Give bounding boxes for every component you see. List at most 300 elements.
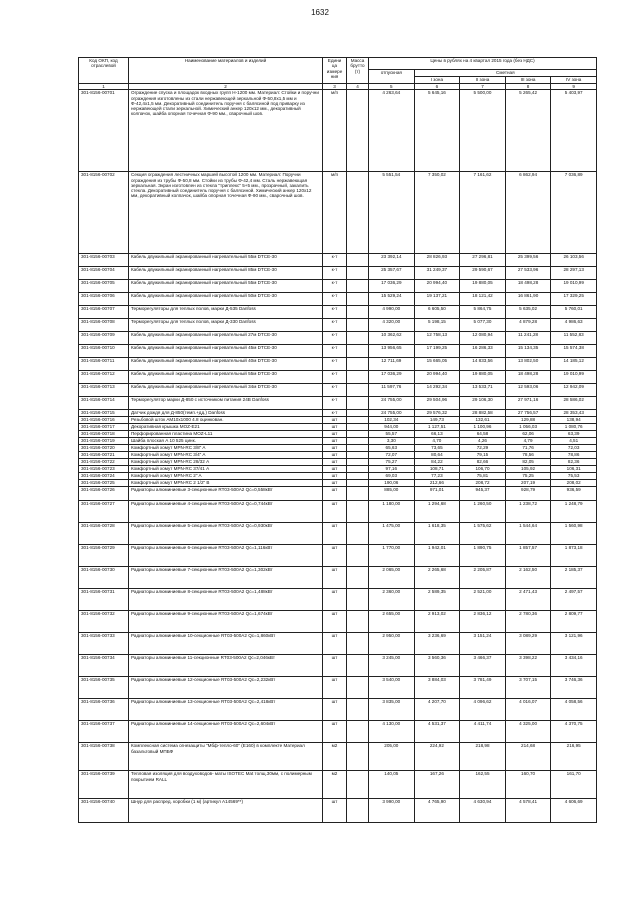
price-zone-2: 16 286,33 bbox=[460, 345, 506, 358]
price-zone-2: 28 882,58 bbox=[460, 410, 506, 417]
column-number: 9 bbox=[551, 84, 597, 90]
price-zone-4: 19 010,99 bbox=[551, 280, 597, 293]
price-zone-1: 108,71 bbox=[414, 466, 460, 473]
price-release: 5 551,54 bbox=[369, 172, 415, 254]
price-zone-1: 1 127,51 bbox=[414, 424, 460, 431]
row-code: 301-8156-00719 bbox=[79, 438, 129, 445]
price-zone-1: 73,65 bbox=[414, 445, 460, 452]
price-zone-3: 4 879,28 bbox=[505, 319, 551, 332]
price-zone-3: 4 325,00 bbox=[505, 721, 551, 743]
price-release: 4 130,00 bbox=[369, 721, 415, 743]
price-zone-2: 3 781,49 bbox=[460, 677, 506, 699]
row-name: Радиаторы алюминиевые 9-секционные RT03-500A2 Qс=1,674кВт bbox=[129, 611, 323, 633]
price-release: 3 245,00 bbox=[369, 655, 415, 677]
price-zone-4: 4,51 bbox=[551, 438, 597, 445]
table-row bbox=[79, 445, 597, 452]
price-zone-4: 75,53 bbox=[551, 473, 597, 480]
price-zone-2: 29 590,67 bbox=[460, 267, 506, 280]
header-unit: Едини ца измере ния bbox=[323, 58, 347, 84]
price-zone-1: 149,73 bbox=[414, 417, 460, 424]
table-row bbox=[79, 397, 597, 410]
row-code: 301-8156-00702 bbox=[79, 172, 129, 254]
price-zone-3: 15 134,35 bbox=[505, 345, 551, 358]
price-release: 65,63 bbox=[369, 445, 415, 452]
price-zone-4: 26 103,56 bbox=[551, 254, 597, 267]
price-zone-1: 17 199,25 bbox=[414, 345, 460, 358]
row-mass bbox=[347, 371, 369, 384]
row-code: 301-8156-00736 bbox=[79, 699, 129, 721]
price-zone-4: 216,95 bbox=[551, 743, 597, 771]
price-zone-3: 16 861,90 bbox=[505, 293, 551, 306]
price-zone-4: 2 497,57 bbox=[551, 589, 597, 611]
price-zone-1: 12 758,13 bbox=[414, 332, 460, 345]
row-mass bbox=[347, 424, 369, 431]
price-zone-4: 63,39 bbox=[551, 431, 597, 438]
price-zone-2: 75,81 bbox=[460, 473, 506, 480]
price-zone-4: 14 185,12 bbox=[551, 358, 597, 371]
row-unit: к-т bbox=[323, 371, 347, 384]
table-row bbox=[79, 771, 597, 799]
row-mass bbox=[347, 417, 369, 424]
price-release: 25 357,67 bbox=[369, 267, 415, 280]
price-zone-3: 25 399,56 bbox=[505, 254, 551, 267]
price-zone-3: 13 802,50 bbox=[505, 358, 551, 371]
row-unit: шт bbox=[323, 799, 347, 823]
header-row bbox=[79, 58, 597, 70]
price-zone-3: 2 780,36 bbox=[505, 611, 551, 633]
table-row bbox=[79, 480, 597, 487]
price-zone-4: 28 586,02 bbox=[551, 397, 597, 410]
price-zone-1: 1 942,01 bbox=[414, 545, 460, 567]
price-zone-3: 1 544,64 bbox=[505, 523, 551, 545]
row-code: 301-8156-00720 bbox=[79, 445, 129, 452]
row-unit: шт bbox=[323, 567, 347, 589]
row-mass bbox=[347, 677, 369, 699]
row-unit: шт bbox=[323, 487, 347, 501]
table-row bbox=[79, 721, 597, 743]
table-row bbox=[79, 799, 597, 823]
price-zone-1: 4,70 bbox=[414, 438, 460, 445]
row-name: Кабель двужильный экранированный нагревательный 55м DTCE-30 bbox=[129, 280, 323, 293]
row-name: Радиаторы алюминиевые 7-секционные RT03-500A2 Qс=1,302кВт bbox=[129, 567, 323, 589]
price-zone-4: 28 353,43 bbox=[551, 410, 597, 417]
price-zone-1: 66,13 bbox=[414, 431, 460, 438]
table-row bbox=[79, 655, 597, 677]
row-mass bbox=[347, 397, 369, 410]
price-zone-4: 82,36 bbox=[551, 459, 597, 466]
table-row bbox=[79, 319, 597, 332]
price-release: 140,05 bbox=[369, 771, 415, 799]
column-number: 2 bbox=[129, 84, 323, 90]
price-zone-1: 3 560,36 bbox=[414, 655, 460, 677]
row-unit: к-т bbox=[323, 384, 347, 397]
price-zone-2: 218,98 bbox=[460, 743, 506, 771]
row-code: 301-8156-00731 bbox=[79, 589, 129, 611]
price-release: 3,30 bbox=[369, 438, 415, 445]
row-code: 301-8156-00737 bbox=[79, 721, 129, 743]
row-name: Кабель двужильный экранированный нагревательный 40м DTCE-30 bbox=[129, 358, 323, 371]
row-mass bbox=[347, 358, 369, 371]
price-zone-3: 71,76 bbox=[505, 445, 551, 452]
table-row bbox=[79, 267, 597, 280]
row-name: Кабель двужильный экранированный нагревательный 34м DTCE-30 bbox=[129, 384, 323, 397]
price-zone-4: 4 370,75 bbox=[551, 721, 597, 743]
row-unit: шт bbox=[323, 721, 347, 743]
table-row bbox=[79, 567, 597, 589]
price-zone-3: 3 398,22 bbox=[505, 655, 551, 677]
row-code: 301-8156-00717 bbox=[79, 424, 129, 431]
row-unit: шт bbox=[323, 545, 347, 567]
row-code: 301-8156-00728 bbox=[79, 523, 129, 545]
row-unit: м/п bbox=[323, 90, 347, 172]
price-zone-3: 928,79 bbox=[505, 487, 551, 501]
price-release: 944,00 bbox=[369, 424, 415, 431]
row-name: Кабель двужильный экранированный нагревательный 50м DTCE-30 bbox=[129, 293, 323, 306]
row-mass bbox=[347, 306, 369, 319]
price-release: 69,03 bbox=[369, 473, 415, 480]
price-zone-4: 161,70 bbox=[551, 771, 597, 799]
price-zone-1: 28 826,93 bbox=[414, 254, 460, 267]
row-unit: м2 bbox=[323, 743, 347, 771]
row-code: 301-8156-00711 bbox=[79, 358, 129, 371]
row-code: 301-8156-00704 bbox=[79, 267, 129, 280]
row-code: 301-8156-00705 bbox=[79, 280, 129, 293]
row-unit: шт bbox=[323, 452, 347, 459]
price-zone-4: 3 121,96 bbox=[551, 633, 597, 655]
price-zone-2: 5 864,75 bbox=[460, 306, 506, 319]
row-name: Резьбовой шток АМ10х1000 4.8 оцинкован. bbox=[129, 417, 323, 424]
price-zone-3: 12 593,06 bbox=[505, 384, 551, 397]
row-unit: к-т bbox=[323, 280, 347, 293]
table-row bbox=[79, 677, 597, 699]
price-zone-1: 4 765,90 bbox=[414, 799, 460, 823]
price-zone-3: 27 971,16 bbox=[505, 397, 551, 410]
price-zone-2: 14 833,56 bbox=[460, 358, 506, 371]
table-row bbox=[79, 473, 597, 480]
row-unit: шт bbox=[323, 466, 347, 473]
price-zone-4: 106,31 bbox=[551, 466, 597, 473]
row-code: 301-8156-00722 bbox=[79, 459, 129, 466]
price-zone-3: 214,68 bbox=[505, 743, 551, 771]
column-number: 3 bbox=[323, 84, 347, 90]
price-zone-4: 5 760,01 bbox=[551, 306, 597, 319]
row-mass bbox=[347, 501, 369, 523]
row-unit: к-т bbox=[323, 254, 347, 267]
price-zone-2: 1 100,96 bbox=[460, 424, 506, 431]
header-mass: Масса брутто (т) bbox=[347, 58, 369, 84]
row-unit: шт bbox=[323, 473, 347, 480]
row-mass bbox=[347, 473, 369, 480]
table-row bbox=[79, 417, 597, 424]
row-code: 301-8156-00701 bbox=[79, 90, 129, 172]
row-mass bbox=[347, 90, 369, 172]
row-unit: к-т bbox=[323, 332, 347, 345]
header-zone-1: I зона bbox=[414, 77, 460, 84]
table-row bbox=[79, 424, 597, 431]
row-code: 301-8156-00718 bbox=[79, 431, 129, 438]
price-release: 11 597,76 bbox=[369, 384, 415, 397]
row-mass bbox=[347, 319, 369, 332]
price-zone-4: 72,03 bbox=[551, 445, 597, 452]
header-zone-4: IV зона bbox=[551, 77, 597, 84]
price-release: 97,16 bbox=[369, 466, 415, 473]
row-mass bbox=[347, 459, 369, 466]
price-zone-2: 7 161,62 bbox=[460, 172, 506, 254]
row-unit: к-т bbox=[323, 306, 347, 319]
row-code: 301-8156-00739 bbox=[79, 771, 129, 799]
price-zone-2: 5 500,00 bbox=[460, 90, 506, 172]
price-release: 12 711,69 bbox=[369, 358, 415, 371]
row-name: Комфортный хомут MPN-RC 28/32 А bbox=[129, 459, 323, 466]
row-name: Тепловая изоляция для воздуховодов- маты ISOTEC Mat толщ.30мм, с полимерным покрытием RALL bbox=[129, 771, 323, 799]
table-row bbox=[79, 452, 597, 459]
price-zone-1: 3 884,03 bbox=[414, 677, 460, 699]
row-name: Комплексная система огнезащиты "Мбф-тепло-60" (Е160) в комплекте Материал базальтовый МПБФ bbox=[129, 743, 323, 771]
row-name: Радиаторы алюминиевые 11-секционные RT03-500A2 Qс=2,046кВт bbox=[129, 655, 323, 677]
price-release: 1 180,00 bbox=[369, 501, 415, 523]
price-zone-2: 106,70 bbox=[460, 466, 506, 473]
row-mass bbox=[347, 452, 369, 459]
price-zone-1: 971,01 bbox=[414, 487, 460, 501]
table-row bbox=[79, 611, 597, 633]
row-name: Терморегулятор марки Д-850 с источником питания 24В Danfoss bbox=[129, 397, 323, 410]
price-zone-4: 936,59 bbox=[551, 487, 597, 501]
row-code: 301-8156-00724 bbox=[79, 473, 129, 480]
table-row bbox=[79, 438, 597, 445]
price-release: 23 392,14 bbox=[369, 254, 415, 267]
row-name: Радиаторы алюминиевые 8-секционные RT03-500A2 Qс=1,488кВт bbox=[129, 589, 323, 611]
row-name: Секция ограждения лестничных маршей высотой 1200 мм. Материал: Поручни ограждения из трубы Ф-50,8 мм. Стойки из трубы Ф-42,4 мм. Сталь нержавеющая зеркальная. Экран изготовлен из стекла "триплекс" 5+5 мм., прозрачный, закалить стекла. Декоративный соединитель поручня с балясиной. Химический анкер 120х12 мм, декоративный колпачок, шайба опорная точечная Ф-90 мм., сварочный шов. bbox=[129, 172, 323, 254]
row-name: Кабель двужильный экранированный нагревательный 27м DTCE-30 bbox=[129, 332, 323, 345]
row-code: 301-8156-00738 bbox=[79, 743, 129, 771]
price-zone-2: 64,58 bbox=[460, 431, 506, 438]
price-zone-3: 4 578,41 bbox=[505, 799, 551, 823]
price-release: 205,00 bbox=[369, 743, 415, 771]
column-number: 8 bbox=[505, 84, 551, 90]
row-code: 301-8156-00734 bbox=[79, 655, 129, 677]
row-mass bbox=[347, 438, 369, 445]
price-zone-2: 79,15 bbox=[460, 452, 506, 459]
row-unit: к-т bbox=[323, 345, 347, 358]
row-mass bbox=[347, 771, 369, 799]
row-mass bbox=[347, 721, 369, 743]
price-zone-2: 12 080,94 bbox=[460, 332, 506, 345]
price-zone-3: 27 533,96 bbox=[505, 267, 551, 280]
row-unit: шт bbox=[323, 480, 347, 487]
row-unit: шт bbox=[323, 438, 347, 445]
row-name: Радиаторы алюминиевые 10-секционные RT03-500A2 Qс=1,860кВт bbox=[129, 633, 323, 655]
table-row bbox=[79, 699, 597, 721]
row-name: Датчик дождя для Д-850(темп.+дд.) Danfoss bbox=[129, 410, 323, 417]
column-number: 7 bbox=[460, 84, 506, 90]
row-mass bbox=[347, 545, 369, 567]
price-zone-1: 4 531,37 bbox=[414, 721, 460, 743]
table-row bbox=[79, 633, 597, 655]
column-number: 1 bbox=[79, 84, 129, 90]
price-zone-2: 13 533,71 bbox=[460, 384, 506, 397]
price-zone-4: 7 036,89 bbox=[551, 172, 597, 254]
price-zone-4: 78,86 bbox=[551, 452, 597, 459]
price-zone-3: 129,88 bbox=[505, 417, 551, 424]
table-row bbox=[79, 358, 597, 371]
row-mass bbox=[347, 332, 369, 345]
price-zone-1: 3 236,69 bbox=[414, 633, 460, 655]
row-mass bbox=[347, 633, 369, 655]
price-release: 190,06 bbox=[369, 480, 415, 487]
row-name: Комфортный хомут MPN-RC 3/4" A bbox=[129, 452, 323, 459]
price-zone-2: 945,37 bbox=[460, 487, 506, 501]
price-zone-1: 84,22 bbox=[414, 459, 460, 466]
price-zone-1: 4 207,70 bbox=[414, 699, 460, 721]
price-release: 15 529,24 bbox=[369, 293, 415, 306]
row-unit: шт bbox=[323, 611, 347, 633]
row-code: 301-8156-00723 bbox=[79, 466, 129, 473]
price-zone-2: 19 880,05 bbox=[460, 280, 506, 293]
row-unit: шт bbox=[323, 677, 347, 699]
row-unit: шт bbox=[323, 699, 347, 721]
price-zone-3: 82,05 bbox=[505, 459, 551, 466]
price-zone-4: 1 248,79 bbox=[551, 501, 597, 523]
row-name: Комфортный хомут MPN-RC 2" A bbox=[129, 473, 323, 480]
row-mass bbox=[347, 267, 369, 280]
row-name: Радиаторы алюминиевые 3-секционные RT03-500A2 Qс=0,558кВт bbox=[129, 487, 323, 501]
price-zone-4: 1 873,18 bbox=[551, 545, 597, 567]
row-name: Декоративная крышка MOZ-E21 bbox=[129, 424, 323, 431]
price-zone-1: 15 665,05 bbox=[414, 358, 460, 371]
table-row bbox=[79, 306, 597, 319]
table-row bbox=[79, 90, 597, 172]
price-zone-1: 80,64 bbox=[414, 452, 460, 459]
header-estimate: Сметная bbox=[414, 70, 596, 77]
price-zone-3: 4,79 bbox=[505, 438, 551, 445]
row-mass bbox=[347, 589, 369, 611]
price-zone-2: 29 106,30 bbox=[460, 397, 506, 410]
header-zone-3: III зона bbox=[505, 77, 551, 84]
row-mass bbox=[347, 655, 369, 677]
price-release: 4 320,00 bbox=[369, 319, 415, 332]
row-code: 301-8156-00733 bbox=[79, 633, 129, 655]
table-row bbox=[79, 589, 597, 611]
row-unit: м2 bbox=[323, 771, 347, 799]
price-zone-2: 162,55 bbox=[460, 771, 506, 799]
table-row bbox=[79, 410, 597, 417]
price-zone-1: 14 292,34 bbox=[414, 384, 460, 397]
price-zone-3: 2 162,50 bbox=[505, 567, 551, 589]
row-unit: к-т bbox=[323, 293, 347, 306]
row-code: 301-8156-00715 bbox=[79, 410, 129, 417]
table-row bbox=[79, 345, 597, 358]
row-code: 301-8156-00729 bbox=[79, 545, 129, 567]
price-zone-4: 28 297,13 bbox=[551, 267, 597, 280]
row-code: 301-8156-00725 bbox=[79, 480, 129, 487]
price-release: 2 360,00 bbox=[369, 589, 415, 611]
price-release: 10 362,62 bbox=[369, 332, 415, 345]
price-release: 17 036,29 bbox=[369, 371, 415, 384]
price-zone-1: 5 198,15 bbox=[414, 319, 460, 332]
row-unit: шт bbox=[323, 523, 347, 545]
column-number: 6 bbox=[414, 84, 460, 90]
row-mass bbox=[347, 431, 369, 438]
price-zone-4: 5 403,97 bbox=[551, 90, 597, 172]
price-release: 1 770,00 bbox=[369, 545, 415, 567]
row-code: 301-8156-00721 bbox=[79, 452, 129, 459]
header-name: Наименование материалов и изделий bbox=[129, 58, 323, 84]
row-name: Терморегуляторы для теплых полов, марки Д-535 Danfoss bbox=[129, 306, 323, 319]
table-row bbox=[79, 501, 597, 523]
price-zone-3: 4 016,07 bbox=[505, 699, 551, 721]
row-unit: шт bbox=[323, 589, 347, 611]
price-release: 2 655,00 bbox=[369, 611, 415, 633]
price-zone-3: 3 707,15 bbox=[505, 677, 551, 699]
row-mass bbox=[347, 480, 369, 487]
price-zone-4: 17 329,25 bbox=[551, 293, 597, 306]
price-zone-1: 20 994,40 bbox=[414, 280, 460, 293]
price-zone-2: 4 096,62 bbox=[460, 699, 506, 721]
row-name: Кабель двужильный экранированный нагревательный 55м DTCE-30 bbox=[129, 371, 323, 384]
price-zone-3: 3 089,29 bbox=[505, 633, 551, 655]
price-zone-3: 1 857,57 bbox=[505, 545, 551, 567]
table-row bbox=[79, 293, 597, 306]
price-release: 2 065,00 bbox=[369, 567, 415, 589]
header-code: Код ОКП, код отраслевой bbox=[79, 58, 129, 84]
row-mass bbox=[347, 254, 369, 267]
price-zone-3: 2 471,43 bbox=[505, 589, 551, 611]
price-zone-3: 27 756,57 bbox=[505, 410, 551, 417]
price-zone-3: 18 498,28 bbox=[505, 371, 551, 384]
row-mass bbox=[347, 799, 369, 823]
row-mass bbox=[347, 445, 369, 452]
price-zone-1: 5 645,16 bbox=[414, 90, 460, 172]
price-zone-4: 208,02 bbox=[551, 480, 597, 487]
price-release: 1 475,00 bbox=[369, 523, 415, 545]
price-zone-2: 2 521,00 bbox=[460, 589, 506, 611]
price-zone-4: 1 080,76 bbox=[551, 424, 597, 431]
row-unit: м/п bbox=[323, 172, 347, 254]
table-row bbox=[79, 431, 597, 438]
price-zone-3: 1 238,72 bbox=[505, 501, 551, 523]
row-code: 301-8156-00730 bbox=[79, 567, 129, 589]
price-zone-2: 4 630,94 bbox=[460, 799, 506, 823]
price-zone-1: 2 589,35 bbox=[414, 589, 460, 611]
row-name: Комфортный хомут MPN-RC 3/8" A bbox=[129, 445, 323, 452]
price-zone-2: 3 466,37 bbox=[460, 655, 506, 677]
row-unit: шт bbox=[323, 445, 347, 452]
price-release: 24 755,00 bbox=[369, 397, 415, 410]
price-zone-3: 1 056,03 bbox=[505, 424, 551, 431]
row-mass bbox=[347, 567, 369, 589]
price-release: 2 950,00 bbox=[369, 633, 415, 655]
row-name: Ограждение спуска и площадок входных групп Н-1200 мм. Материал: Стойки и поручни ограждения изготовлены из стали нержавеющей зеркальной Ф-50,8х1,5 мм и Ф-42,4х1,5 мм. Декоративный соединитель поручня с балясиной под приварку из нержавеющей стали зеркальной. Химический анкер 120х12 мм., декоративный колпачок, шайба опорная точечная Ф-90 мм., сварочный шов. bbox=[129, 90, 323, 172]
row-mass bbox=[347, 293, 369, 306]
page-number: 1632 bbox=[311, 8, 329, 17]
price-release: 4 263,64 bbox=[369, 90, 415, 172]
price-zone-1: 1 618,35 bbox=[414, 523, 460, 545]
row-code: 301-8156-00726 bbox=[79, 487, 129, 501]
price-zone-1: 2 913,02 bbox=[414, 611, 460, 633]
table-row bbox=[79, 487, 597, 501]
price-zone-4: 138,94 bbox=[551, 417, 597, 424]
price-zone-1: 212,66 bbox=[414, 480, 460, 487]
row-code: 301-8156-00713 bbox=[79, 384, 129, 397]
price-zone-1: 2 265,68 bbox=[414, 567, 460, 589]
price-zone-1: 77,23 bbox=[414, 473, 460, 480]
price-zone-4: 1 560,98 bbox=[551, 523, 597, 545]
row-unit: шт bbox=[323, 424, 347, 431]
price-zone-1: 7 350,02 bbox=[414, 172, 460, 254]
row-name: Радиаторы алюминиевые 13-секционные RT03-500A2 Qс=2,418кВт bbox=[129, 699, 323, 721]
table-row bbox=[79, 466, 597, 473]
price-zone-4: 4 058,56 bbox=[551, 699, 597, 721]
